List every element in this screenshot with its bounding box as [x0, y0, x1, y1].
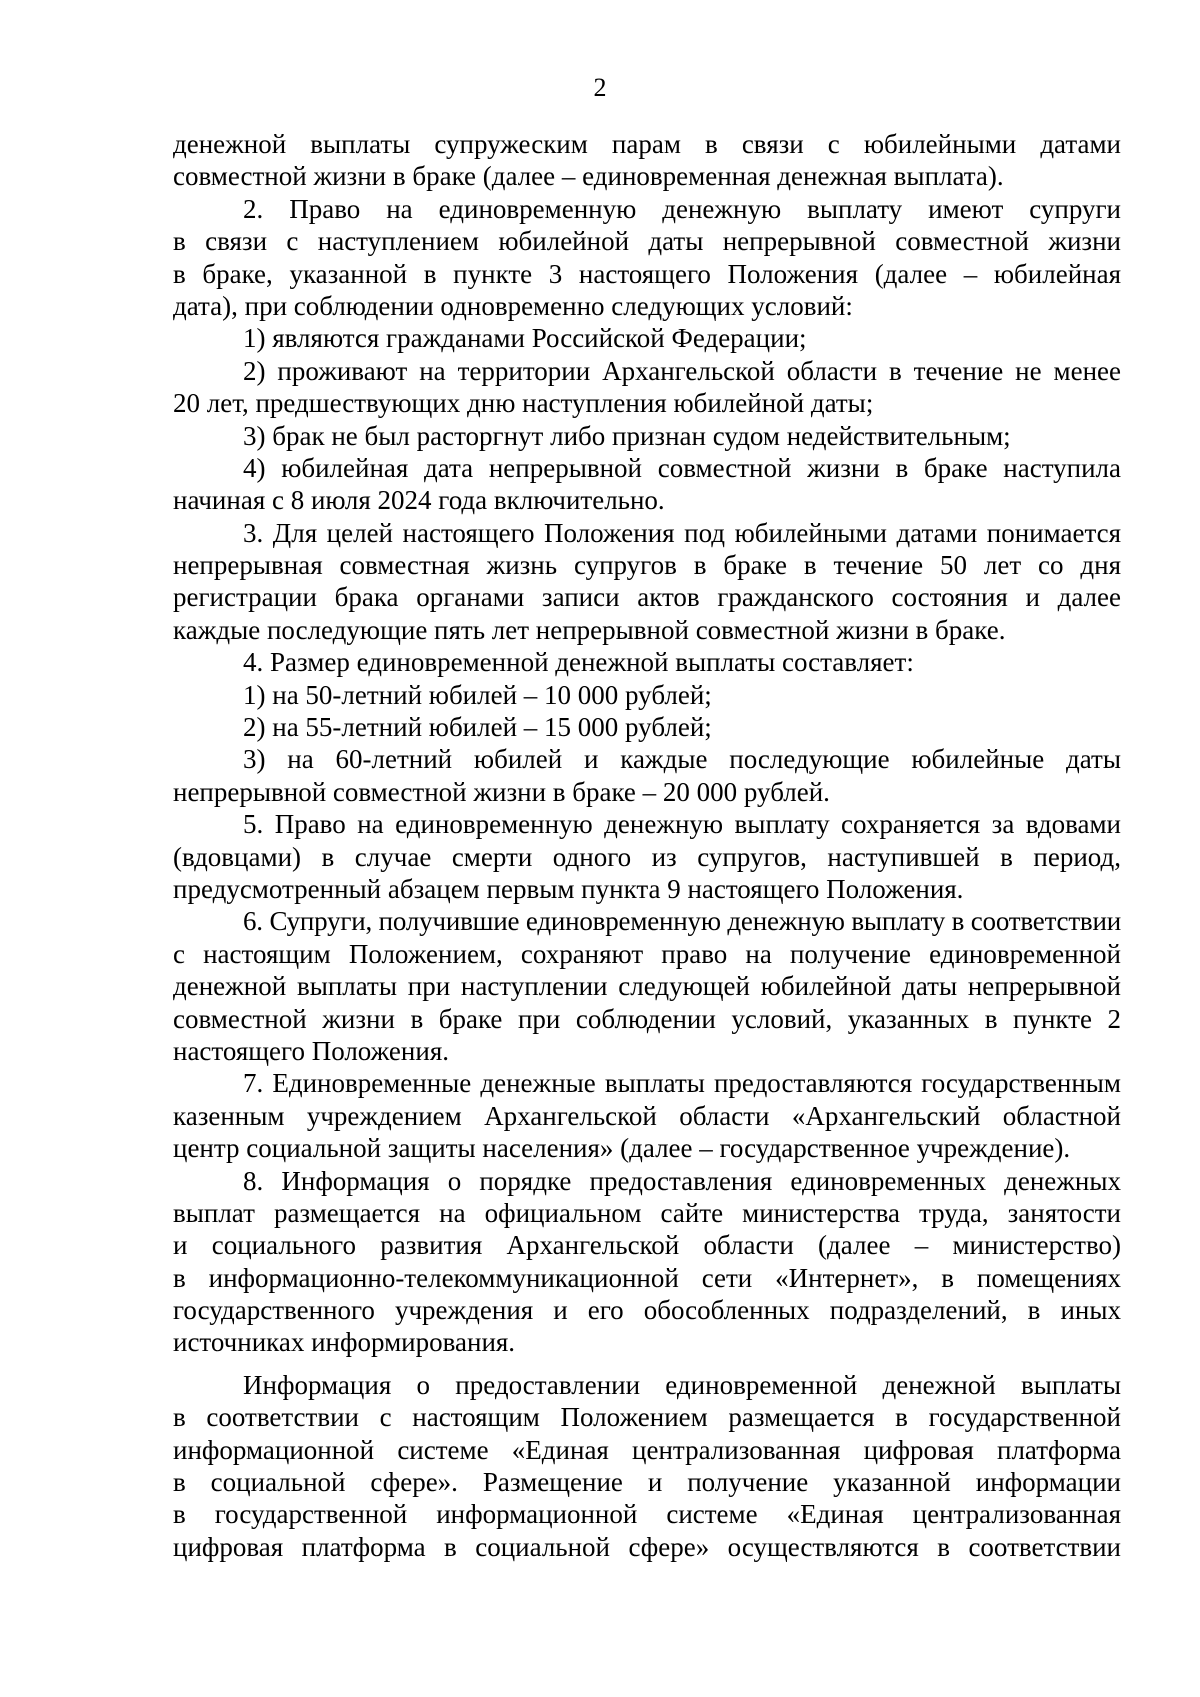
text-line: 2) на 55-летний юбилей – 15 000 рублей;	[243, 712, 712, 743]
text-line: 4) юбилейная дата непрерывной совместной жизни в браке наступила	[243, 452, 1121, 483]
text-line: регистрации брака органами записи актов гражданского состояния и далее	[173, 582, 1121, 613]
text-line: в государственной информационной системе «Единая централизованная	[173, 1499, 1121, 1530]
text-line: 1) являются гражданами Российской Федерации;	[243, 323, 807, 354]
text-line: каждые последующие пять лет непрерывной совместной жизни в браке.	[173, 614, 1006, 645]
text-line: денежной выплаты при наступлении следующей юбилейной даты непрерывной	[173, 971, 1121, 1002]
text-line: казенным учреждением Архангельской области «Архангельский областной	[173, 1100, 1121, 1131]
text-line: (вдовцами) в случае смерти одного из супругов, наступившей в период,	[173, 841, 1121, 872]
text-line: в связи с наступлением юбилейной даты непрерывной совместной жизни	[173, 226, 1121, 257]
text-line: 3) брак не был расторгнут либо признан судом недействительным;	[243, 420, 1011, 451]
text-line: в соответствии с настоящим Положением размещается в государственной	[173, 1402, 1121, 1433]
text-line: цифровая платформа в социальной сфере» осуществляются в соответствии	[173, 1531, 1121, 1562]
text-line: 6. Супруги, получившие единовременную денежную выплату в соответствии	[243, 906, 1121, 937]
text-line: в информационно-телекоммуникационной сети «Интернет», в помещениях	[173, 1262, 1121, 1293]
text-line: 3. Для целей настоящего Положения под юбилейными датами понимается	[243, 517, 1121, 548]
text-line: информационной системе «Единая централизованная цифровая платформа	[173, 1434, 1121, 1465]
text-line: в социальной сфере». Размещение и получение указанной информации	[173, 1467, 1121, 1498]
text-line: центр социальной защиты населения» (далее – государственное учреждение).	[173, 1133, 1071, 1164]
text-line: 7. Единовременные денежные выплаты предоставляются государственным	[243, 1068, 1121, 1099]
text-line: предусмотренный абзацем первым пункта 9 настоящего Положения.	[173, 873, 964, 904]
text-line: 5. Право на единовременную денежную выплату сохраняется за вдовами	[243, 809, 1121, 840]
text-line: непрерывная совместная жизнь супругов в браке в течение 50 лет со дня	[173, 550, 1121, 581]
text-line: дата), при соблюдении одновременно следующих условий:	[173, 290, 853, 321]
text-line: и социального развития Архангельской области (далее – министерство)	[173, 1230, 1121, 1261]
text-line: совместной жизни в браке при соблюдении условий, указанных в пункте 2	[173, 1003, 1121, 1034]
text-line: настоящего Положения.	[173, 1035, 449, 1066]
text-line: 20 лет, предшествующих дню наступления юбилейной даты;	[173, 388, 874, 419]
text-line: непрерывной совместной жизни в браке – 20 000 рублей.	[173, 776, 830, 807]
text-line: 8. Информация о порядке предоставления единовременных денежных	[243, 1165, 1121, 1196]
text-line: выплат размещается на официальном сайте министерства труда, занятости	[173, 1197, 1121, 1228]
text-line: в браке, указанной в пункте 3 настоящего Положения (далее – юбилейная	[173, 258, 1121, 289]
document-body	[173, 128, 1121, 1563]
text-line: денежной выплаты супружеским парам в связи с юбилейными датами	[173, 129, 1121, 159]
text-line: начиная с 8 июля 2024 года включительно.	[173, 485, 665, 516]
text-line: 2) проживают на территории Архангельской области в течение не менее	[243, 355, 1121, 386]
text-line: совместной жизни в браке (далее – единовременная денежная выплата).	[173, 161, 1004, 192]
text-line: 3) на 60-летний юбилей и каждые последующие юбилейные даты	[243, 744, 1121, 775]
text-line: с настоящим Положением, сохраняют право на получение единовременной	[173, 938, 1121, 969]
text-line: государственного учреждения и его обособленных подразделений, в иных	[173, 1295, 1121, 1326]
text-line: Информация о предоставлении единовременной денежной выплаты	[243, 1369, 1121, 1400]
text-line: 1) на 50-летний юбилей – 10 000 рублей;	[243, 679, 712, 710]
text-line: 4. Размер единовременной денежной выплаты составляет:	[243, 647, 914, 678]
text-line: 2. Право на единовременную денежную выплату имеют супруги	[243, 193, 1121, 224]
page-number: 2	[593, 73, 607, 102]
text-line: источниках информирования.	[173, 1327, 516, 1358]
